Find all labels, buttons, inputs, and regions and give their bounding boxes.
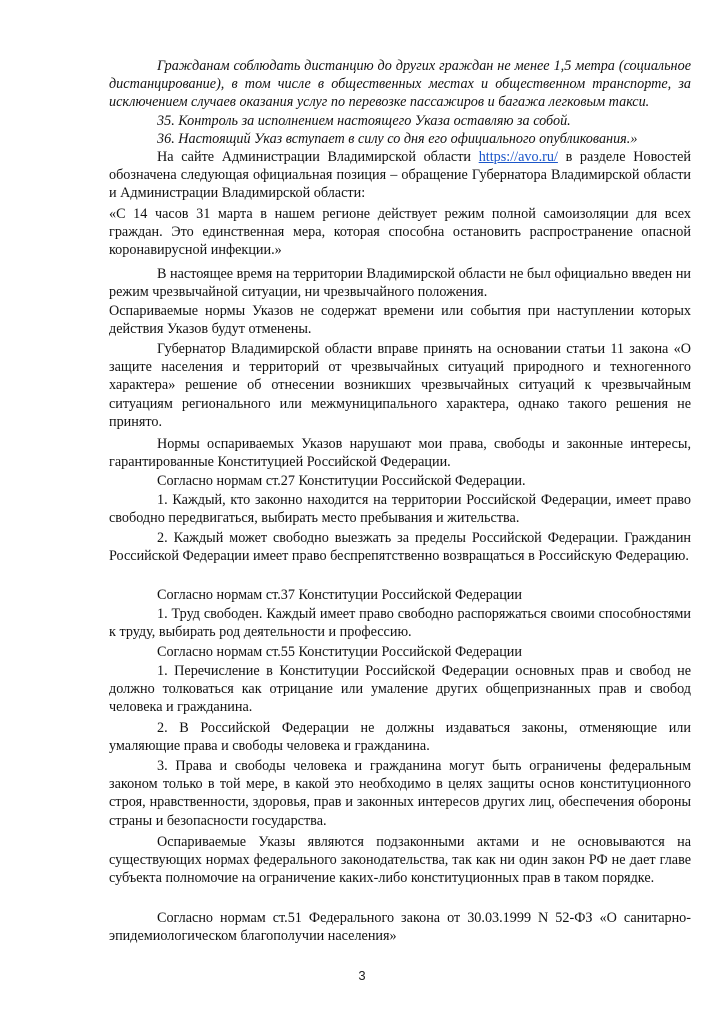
governor-quote-block bbox=[109, 205, 691, 260]
site-text-after: в разделе Новостей обозначена следующая официальная позиция – обращение Губернатора Владимирской области и Администрации Владимирской области: bbox=[109, 149, 692, 202]
article-27-item-1-block bbox=[109, 491, 691, 527]
paragraph-governor-power: Губернатор Владимирской области вправе принять на основании статьи 11 закона «О защите населения и территорий от чрезвычайных ситуаций природного и техногенного характера» решение об отнесении возникших чрезвычайных ситуаций к чрезвычайным ситуациям регионального или межмуниципального характера, однако такого решения не принято. bbox=[109, 341, 691, 430]
article-37-item-1: 1. Труд свободен. Каждый имеет право свободно распоряжаться своими способностями к труду, выбирать род деятельности и профессию. bbox=[109, 606, 691, 641]
subordinate-acts-block bbox=[109, 833, 691, 888]
article-27-block bbox=[109, 472, 691, 490]
site-paragraph-block bbox=[109, 148, 691, 203]
paragraph-article-51: Согласно нормам ст.51 Федерального закона от 30.03.1999 N 52-ФЗ «О санитарно-эпидемиологическом благополучии населения» bbox=[109, 910, 691, 945]
quote-tail bbox=[109, 57, 691, 148]
site-text-before: На сайте Администрации Владимирской области bbox=[157, 149, 479, 165]
article-55-item-3: 3. Права и свободы человека и гражданина могут быть ограничены федеральным законом только в той мере, в какой это необходимо в целях защиты основ конституционного строя, нравственности, здоровья, прав и законных интересов других лиц, обеспечения обороны страны и безопасности государства. bbox=[109, 758, 691, 829]
article-51-block bbox=[109, 909, 691, 945]
article-55-block bbox=[109, 643, 691, 661]
page-number: 3 bbox=[358, 968, 366, 983]
article-27-item-1: 1. Каждый, кто законно находится на территории Российской Федерации, имеет право свободно передвигаться, выбирать место пребывания и жительства. bbox=[109, 492, 691, 527]
paragraph-subordinate-acts: Оспариваемые Указы являются подзаконными актами и не основываются на существующих нормах федерального законодательства, так как ни один закон РФ не дает главе субъекта полномочие на ограничение каких-либо конституционных прав в таком порядке. bbox=[109, 834, 691, 887]
article-55-heading: Согласно нормам ст.55 Конституции Российской Федерации bbox=[157, 644, 522, 660]
governor-quote: «С 14 часов 31 марта в нашем регионе действует режим полной самоизоляции для всех граждан. Это единственная мера, которая способна остановить распространение опасной коронавирусной инфекции.» bbox=[109, 206, 691, 259]
no-time-block bbox=[109, 302, 691, 338]
avo-site-link[interactable]: https://avo.ru/ bbox=[478, 149, 558, 165]
article-55-item-3-block bbox=[109, 757, 691, 830]
quote-item-35: 35. Контроль за исполнением настоящего Указа оставляю за собой. bbox=[157, 112, 571, 129]
article-37-heading: Согласно нормам ст.37 Конституции Российской Федерации bbox=[157, 587, 522, 603]
site-paragraph bbox=[109, 148, 691, 203]
no-emergency-block bbox=[109, 265, 691, 301]
paragraph-violation: Нормы оспариваемых Указов нарушают мои права, свободы и законные интересы, гарантированные Конституцией Российской Федерации. bbox=[109, 436, 691, 471]
article-55-item-1-block bbox=[109, 662, 691, 717]
quote-paragraph-distance: Гражданам соблюдать дистанцию до других граждан не менее 1,5 метра (социальное дистанцирование), в том числе в общественных местах и общественном транспорте, за исключением случаев оказания услуг по перевозке пассажиров и багажа легковым такси. bbox=[109, 58, 691, 111]
governor-power-block bbox=[109, 340, 691, 431]
quote-item-36: 36. Настоящий Указ вступает в силу со дня его официального опубликования.» bbox=[157, 130, 638, 147]
article-37-item-1-block bbox=[109, 605, 691, 641]
paragraph-no-emergency: В настоящее время на территории Владимирской области не был официально введен ни режим чрезвычайной ситуации, ни чрезвычайного положения. bbox=[109, 266, 691, 301]
violation-block bbox=[109, 435, 691, 471]
article-37-block bbox=[109, 586, 691, 604]
article-27-item-2-block bbox=[109, 529, 691, 565]
article-55-item-2: 2. В Российской Федерации не должны издаваться законы, отменяющие или умаляющие права и свободы человека и гражданина. bbox=[109, 720, 691, 755]
paragraph-no-time: Оспариваемые нормы Указов не содержат времени или события при наступлении которых действия Указов будут отменены. bbox=[109, 303, 691, 338]
article-55-item-2-block bbox=[109, 719, 691, 755]
article-27-item-2: 2. Каждый может свободно выезжать за пределы Российской Федерации. Гражданин Российской Федерации имеет право беспрепятственно возвращаться в Российскую Федерацию. bbox=[109, 530, 691, 565]
article-55-item-1: 1. Перечисление в Конституции Российской Федерации основных прав и свобод не должно толковаться как отрицание или умаление других общепризнанных прав и свобод человека и гражданина. bbox=[109, 663, 691, 716]
article-27-heading: Согласно нормам ст.27 Конституции Российской Федерации. bbox=[157, 473, 526, 489]
